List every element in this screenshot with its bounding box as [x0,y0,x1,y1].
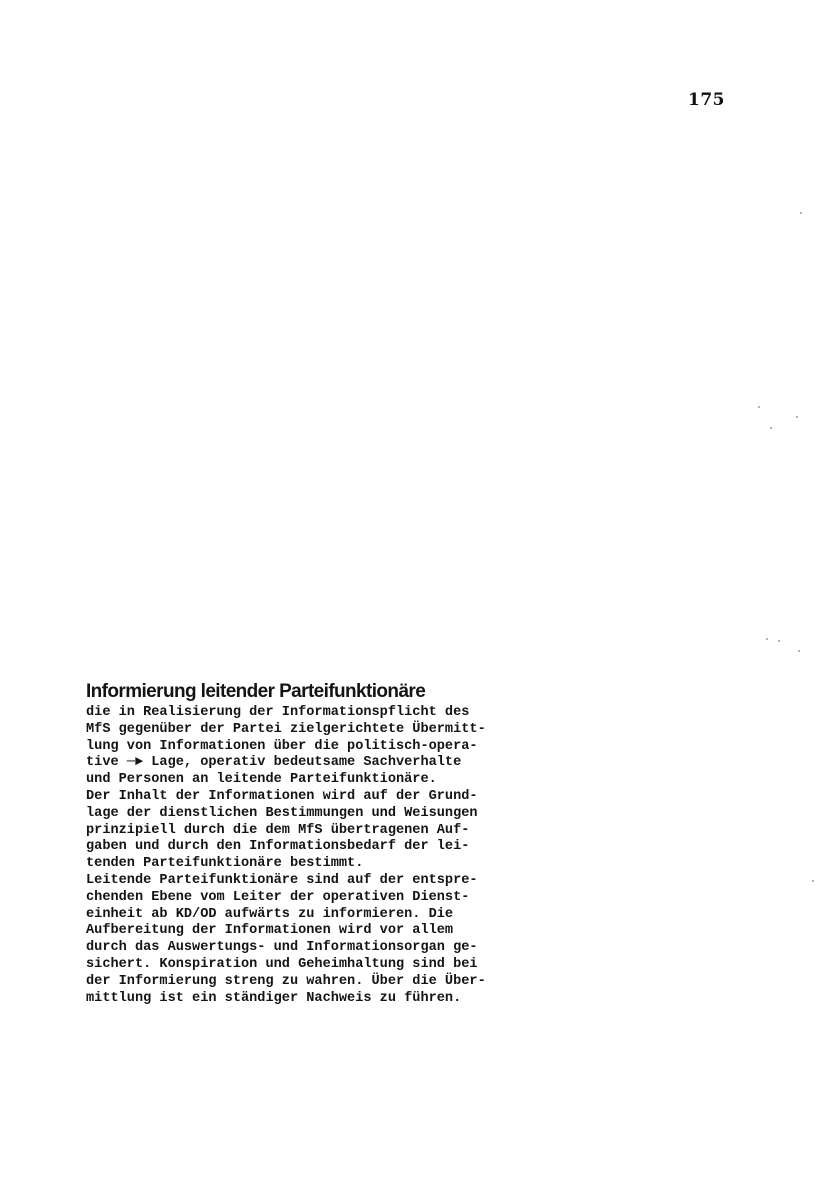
scan-speck [796,416,798,418]
entry-line: Der Inhalt der Informationen wird auf der Grund- [86,788,478,804]
entry-line: chenden Ebene vom Leiter der operativen Dienst- [86,889,470,905]
entry-line: und Personen an leitende Parteifunktionäre. [86,772,437,788]
entry-line: der Informierung streng zu wahren. Über die Über- [86,973,486,989]
entry-line: tenden Parteifunktionäre bestimmt. [86,856,364,872]
entry-line: tive ─► Lage, operativ bedeutsame Sachverhalte [86,755,462,771]
lexicon-entry [86,680,586,1007]
entry-line: mittlung ist ein ständiger Nachweis zu führen. [86,990,462,1006]
scan-speck [778,640,780,642]
entry-line: MfS gegenüber der Partei zielgerichtete Übermitt- [86,721,486,737]
entry-line: prinzipiell durch die dem MfS übertragenen Auf- [86,822,470,838]
entry-line: durch das Auswertungs- und Informationsorgan ge- [86,940,478,956]
entry-heading: Informierung leitender Parteifunktionäre [86,681,426,702]
scan-speck [800,212,802,214]
entry-body [86,705,586,1007]
entry-line: lage der dienstlichen Bestimmungen und Weisungen [86,805,478,821]
page-number: 175 [688,90,725,110]
entry-line: lung von Informationen über die politisch-opera- [86,738,478,754]
scan-speck [758,406,760,408]
scan-speck [770,427,772,429]
scan-speck [798,650,800,652]
scan-speck [812,880,814,882]
scan-speck [766,638,768,640]
entry-line: die in Realisierung der Informationspflicht des [86,705,470,720]
entry-line: Aufbereitung der Informationen wird vor allem [86,923,454,939]
entry-line: sichert. Konspiration und Geheimhaltung sind bei [86,956,478,972]
entry-line: gaben und durch den Informationsbedarf der lei- [86,839,470,855]
entry-line: Leitende Parteifunktionäre sind auf der entspre- [86,872,478,888]
entry-line: einheit ab KD/OD aufwärts zu informieren. Die [86,906,454,922]
